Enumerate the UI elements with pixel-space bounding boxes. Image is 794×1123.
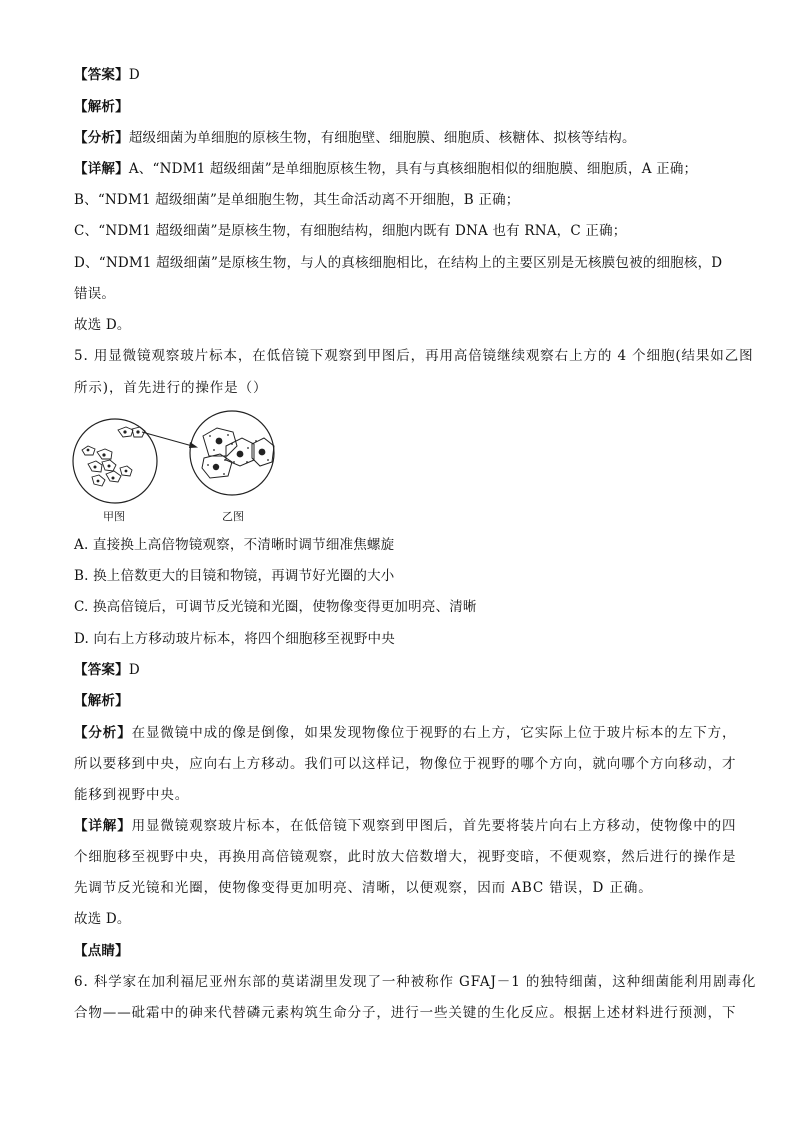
low-power-view	[73, 419, 157, 503]
conclusion-line: 故选 D。	[74, 317, 131, 333]
arrow-icon	[142, 432, 198, 448]
fenxi-line-2: 所以要移到中央，应向右上方移动。我们可以这样记，物像位于视野的哪个方向，就向哪个方向移动，才	[74, 756, 737, 772]
fenxi-line	[74, 129, 636, 147]
xiangjie-tag: 【详解】	[74, 818, 132, 834]
xiangjie-line-a	[74, 160, 697, 178]
answer-tag: 【答案】	[74, 67, 129, 83]
fenxi-text-1: 在显微镜中成的像是倒像，如果发现物像位于视野的右上方，它实际上位于玻片标本的左下方，	[131, 725, 737, 741]
xiangjie-text-1: 用显微镜观察玻片标本，在低倍镜下观察到甲图后，首先要将装片向右上方移动，使物像中的四	[131, 818, 737, 834]
analysis-title	[74, 98, 129, 116]
option-c: C. 换高倍镜后，可调节反光镜和光圈，使物像变得更加明亮、清晰	[74, 599, 477, 615]
high-power-view	[190, 411, 274, 495]
analysis-tag: 【解析】	[74, 99, 129, 115]
question-stem-line-2: 所示)，首先进行的操作是（）	[74, 380, 268, 396]
xiangjie-line-3: 先调节反光镜和光圈，使物像变得更加明亮、清晰，以便观察，因而 ABC 错误，D 正确。	[74, 880, 653, 896]
answer-value: D	[128, 67, 140, 83]
answer-line	[74, 66, 140, 84]
fenxi-text: 超级细菌为单细胞的原核生物，有细胞壁、细胞膜、细胞质、核糖体、拟核等结构。	[128, 130, 636, 146]
xiangjie-line-d2: 错误。	[74, 286, 116, 302]
xiangjie-text-a: A、“NDM1 超级细菌”是单细胞原核生物，具有与真核细胞相似的细胞膜、细胞质，A 正确；	[128, 161, 698, 177]
fenxi-line-3: 能移到视野中央。	[74, 787, 190, 803]
microscope-figure	[66, 410, 286, 506]
figure-caption-left: 甲图	[103, 510, 125, 523]
xiangjie-line-1	[74, 817, 736, 835]
xiangjie-tag: 【详解】	[74, 161, 129, 177]
option-a: A. 直接换上高倍物镜观察，不清晰时调节细准焦螺旋	[74, 537, 395, 553]
question-stem-line-1: 5. 用显微镜观察玻片标本，在低倍镜下观察到甲图后，再用高倍镜继续观察右上方的 4 个细胞(结果如乙图	[74, 348, 754, 364]
analysis-tag: 【解析】	[74, 693, 129, 709]
answer-value: D	[128, 662, 140, 678]
fenxi-tag: 【分析】	[74, 130, 129, 146]
analysis-title	[74, 692, 129, 710]
xiangjie-line-b: B、“NDM1 超级细菌”是单细胞生物，其生命活动离不开细胞，B 正确；	[74, 192, 520, 208]
conclusion-line: 故选 D。	[74, 911, 131, 927]
question6-stem-line-1: 6. 科学家在加利福尼亚州东部的莫诺湖里发现了一种被称作 GFAJ－1 的独特细菌，这种细菌能利用剧毒化	[74, 974, 757, 990]
xiangjie-line-d1: D、“NDM1 超级细菌”是原核生物，与人的真核细胞相比，在结构上的主要区别是无核膜包被的细胞核，D	[74, 255, 723, 271]
option-b: B. 换上倍数更大的目镜和物镜，再调节好光圈的大小	[74, 568, 395, 584]
fenxi-line-1	[74, 724, 736, 742]
answer-line	[74, 661, 140, 679]
dianjing-tag: 【点睛】	[74, 943, 129, 959]
dianjing-line	[74, 942, 129, 960]
answer-tag: 【答案】	[74, 662, 129, 678]
fenxi-tag: 【分析】	[74, 725, 132, 741]
question6-stem-line-2: 合物——砒霜中的砷来代替磷元素构筑生命分子，进行一些关键的生化反应。根据上述材料进行预测，下	[74, 1005, 737, 1021]
xiangjie-line-c: C、“NDM1 超级细菌”是原核生物，有细胞结构，细胞内既有 DNA 也有 RNA，C 正确；	[74, 223, 627, 239]
xiangjie-line-2: 个细胞移至视野中央，再换用高倍镜观察，此时放大倍数增大，视野变暗，不便观察，然后进行的操作是	[74, 849, 737, 865]
figure-caption-right: 乙图	[222, 510, 244, 523]
option-d: D. 向右上方移动玻片标本，将四个细胞移至视野中央	[74, 631, 395, 647]
